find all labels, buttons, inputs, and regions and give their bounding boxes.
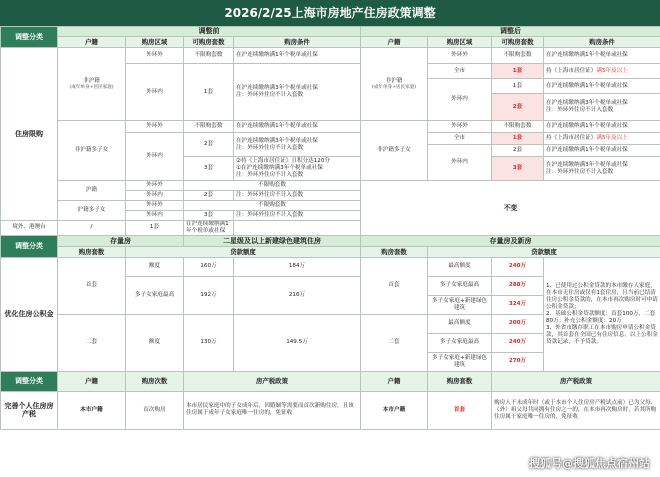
fund-value: 240万: [492, 333, 544, 352]
fund-first-after: 首套: [361, 257, 428, 314]
tax-count: 首套: [428, 391, 492, 429]
section-label: 调整分类: [1, 371, 58, 391]
section-label: 调整分类: [1, 235, 58, 257]
col-conditions: 购房条件: [234, 37, 361, 48]
household-nonlocal-multi-after: 非沪籍多子女: [361, 121, 428, 181]
tax-times: 首次购房: [126, 391, 184, 429]
before-header: 调整前: [58, 27, 361, 37]
col-household: 户籍: [58, 37, 126, 48]
condition-cell: 在沪连续缴纳满3年个税单或社保 注：外环外住房不计入套数: [544, 94, 660, 121]
tax-household: 本市户籍: [58, 391, 126, 429]
col-household-after: 户籍: [361, 37, 428, 48]
category-limits: 住房限购: [1, 48, 58, 221]
fund-value: 288万: [492, 276, 544, 295]
fund-notes: 1、已使用过公积金贷款的本市缴存人家庭，在本市无住房或仅有1套住房，且当前已结清住房公积金贷款的，在本市再次购房时可申请公积金贷款； 2、基础公积金贷款额度：首套100万，二套80万；补充公积金额度：20万 3、外省市缴存职工在本市购房申请公积金贷款，其首套在全国已有住房信息，以上公积金贷款记录，不予贷款。: [544, 257, 660, 371]
after-header: 调整后: [361, 27, 660, 37]
condition-cell: 在沪连续缴纳满1年个税单或社保: [234, 48, 361, 64]
policy-table: [0, 26, 660, 430]
fund-quota-label: 额度: [126, 314, 184, 371]
fund-before2-header: 二星级及以上新建绿色建筑住房: [184, 235, 361, 246]
col-region-after: 购房区域: [428, 37, 492, 48]
tax-col-count: 购房套数: [428, 371, 492, 391]
household-nonlocal: 非沪籍 (成年单身+居民家庭): [58, 48, 126, 121]
region-cell: 全市: [428, 64, 492, 79]
fund-quota-label: 多子女家庭+新建绿色建筑: [428, 352, 492, 371]
region-cell: 外环外: [428, 121, 492, 133]
condition-cell: 注：外环外住房不计入套数: [234, 211, 361, 221]
region-cell: 外环内: [126, 211, 184, 221]
page-title: 2026/2/25上海市房地产住房政策调整: [0, 0, 660, 26]
fund-value: 216万: [234, 276, 361, 314]
col-buyable-after: 可购房套数: [492, 37, 544, 48]
buyable-cell: 2套: [492, 145, 544, 157]
condition-cell: 在沪连续缴纳满1年个税单或社保: [544, 121, 660, 133]
fund-quota-label: 额度: [126, 257, 184, 276]
fund-quota-label: 多子女家庭最高: [126, 276, 184, 314]
tax-col-household: 户籍: [58, 371, 126, 391]
household-hkmt: 境外、港澳台: [1, 221, 58, 236]
region-cell: 外环外: [126, 48, 184, 64]
region-cell: /: [58, 221, 126, 236]
condition-cell: 在沪连续缴纳满3年个税单或社保 注：外环外住房不计入套数: [234, 133, 361, 157]
household-local: 沪籍: [58, 181, 126, 201]
col-region: 购房区域: [126, 37, 184, 48]
buyable-cell: 不限购套数: [492, 48, 544, 64]
fund-value: 130万: [184, 314, 234, 371]
tax-policy-after: 购房人于未成年时（或于本市个人住房房产税试点前）已为父母、（外）祖父母共同拥有住房之一的，在本市再次购房时，若其所购住房属于家庭唯一住房的，免征收: [492, 391, 660, 429]
household-local-multi: 沪籍多子女: [58, 201, 126, 221]
fund-value: 184万: [234, 257, 361, 276]
fund-value: 160万: [184, 257, 234, 276]
fund-quota-label: 多子女家庭最高: [428, 276, 492, 295]
region-cell: 全市: [428, 133, 492, 145]
region-cell: 外环内: [428, 145, 492, 181]
buyable-cell: 3套: [184, 157, 234, 181]
condition-cell: 持《上海市居住证》满5年及以上: [544, 64, 660, 79]
condition-cell: ②持《上海市居住证》且积分达120分 ①在沪连续缴纳满3年个税单或社保 注：外环外住房不计入套数: [234, 157, 361, 181]
after-unchanged: 不变: [361, 181, 660, 236]
fund-after-header: 存量房及新房: [361, 235, 660, 246]
col-buyable: 可购房套数: [184, 37, 234, 48]
household-nonlocal-after: 非沪籍 (成年单身+居民家庭): [361, 48, 428, 121]
fund-value: 149.5万: [234, 314, 361, 371]
fund-col-count-after: 购房套数: [361, 246, 428, 257]
buyable-cell: 2套: [184, 191, 234, 201]
buyable-cell: 2套: [184, 133, 234, 157]
col-conditions-after: 购房条件: [544, 37, 660, 48]
buyable-cell: 3套: [184, 211, 234, 221]
household-nonlocal-multi: 非沪籍多子女: [58, 121, 126, 181]
buyable-cell: 1套: [492, 79, 544, 94]
category-fund: 优化住房公积金: [1, 257, 58, 371]
fund-quota-label: 最高额度: [428, 257, 492, 276]
region-cell: 外环外: [126, 201, 184, 211]
category-tax: 完善个人住房房产税: [1, 391, 58, 429]
buyable-cell: 1套: [184, 64, 234, 121]
condition-cell: 在沪连续缴纳满1年个税单或社保: [184, 221, 234, 236]
buyable-cell: 不限购套数: [184, 48, 234, 64]
fund-second: 二套: [58, 314, 126, 371]
watermark: 搜狐号@搜狐焦点宿州站: [529, 457, 650, 470]
buyable-cell: 不限购套数: [184, 181, 361, 191]
fund-value: 192万: [184, 276, 234, 314]
fund-value: 270万: [492, 352, 544, 371]
condition-cell: 注：外环外住房不计入套数: [234, 191, 361, 201]
tax-policy-before: 本市居民家庭中的子女成年后，因婚姻等需要而首次新购住房，且该住房属于成年子女家庭唯一住房的，免征收: [184, 391, 361, 429]
region-cell: 外环内: [126, 64, 184, 121]
buyable-cell: 1套: [492, 133, 544, 145]
condition-cell: 在沪连续缴纳满3年个税单或社保 注：外环外住房不计入套数: [234, 64, 361, 121]
condition-cell: 在沪连续缴纳满1年个税单或社保: [234, 121, 361, 133]
region-cell: 外环外: [428, 48, 492, 64]
fund-before-header: 存量房: [58, 235, 184, 246]
buyable-cell: 3套: [492, 157, 544, 181]
condition-cell: 在沪连续缴纳满1年个税单或社保: [544, 79, 660, 94]
fund-quota-label: 多子女家庭最高: [428, 333, 492, 352]
tax-col-times: 购房次数: [126, 371, 184, 391]
region-cell: 外环外: [126, 181, 184, 191]
buyable-cell: 2套: [492, 94, 544, 121]
tax-col-policy-after: 房产税政策: [492, 371, 660, 391]
fund-col-count: 购房套数: [58, 246, 126, 257]
tax-col-household-after: 户籍: [361, 371, 428, 391]
fund-value: 324万: [492, 295, 544, 314]
condition-cell: 在沪连续缴纳满1年个税单或社保: [544, 145, 660, 157]
buyable-cell: 1套: [492, 64, 544, 79]
region-cell: 外环内: [428, 79, 492, 121]
condition-cell: 在沪连续缴纳满3年个税单或社保 注：外环外住房不计入套数: [544, 157, 660, 181]
buyable-cell: 1套: [126, 221, 184, 236]
fund-quota-label: 多子女家庭+新建绿色建筑: [428, 295, 492, 314]
tax-col-policy: 房产税政策: [184, 371, 361, 391]
condition-cell: 在沪连续缴纳满1年个税单或社保: [544, 48, 660, 64]
fund-col-quota-after: 贷款额度: [428, 246, 660, 257]
fund-first: 首套: [58, 257, 126, 314]
fund-value: 240万: [492, 257, 544, 276]
section-label: 调整分类: [1, 27, 58, 48]
tax-household-after: 本市户籍: [361, 391, 428, 429]
fund-second-after: 二套: [361, 314, 428, 371]
region-cell: 外环外: [126, 121, 184, 133]
condition-cell: 持《上海市居住证》满5年及以上: [544, 133, 660, 145]
buyable-cell: 不限购套数: [184, 121, 234, 133]
fund-value: 200万: [492, 314, 544, 333]
fund-quota-label: 最高额度: [428, 314, 492, 333]
region-cell: 外环内: [126, 133, 184, 181]
region-cell: 外环内: [126, 191, 184, 201]
fund-col-quota: 贷款额度: [126, 246, 361, 257]
buyable-cell: 不限购套数: [184, 201, 361, 211]
buyable-cell: 不限购套数: [492, 121, 544, 133]
